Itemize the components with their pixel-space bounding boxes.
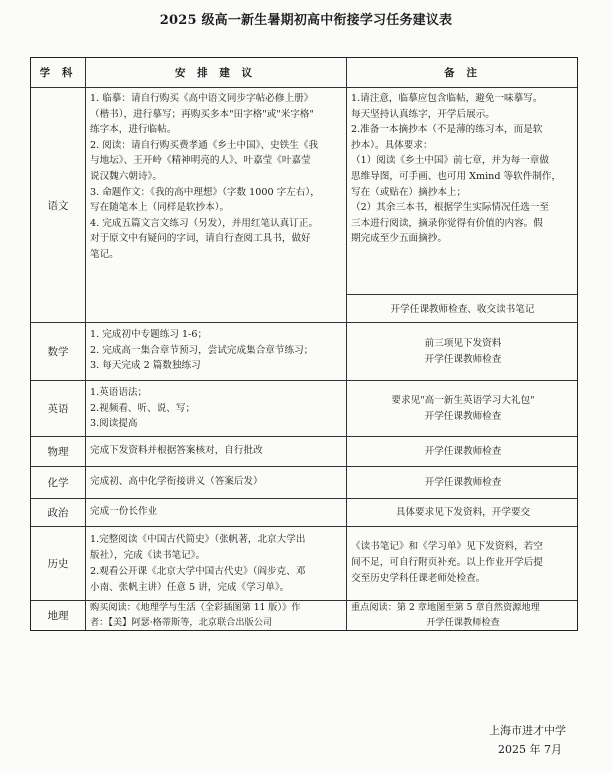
document-title: 2025 级高一新生暑期初高中衔接学习任务建议表 [159, 13, 453, 28]
remark-line: 重点阅读：第 2 章地图至第 5 章自然资源地理 [351, 602, 540, 613]
remarks-physics [346, 437, 579, 466]
arrangement-line: 版社），完成《读书笔记》。 [90, 550, 206, 561]
arrangement-line: （楷书），进行摹写；再购买多本"田字格"或"米字格" [90, 108, 314, 120]
remarks-geography [346, 601, 579, 630]
footer-school: 上海市进才中学 [489, 724, 566, 737]
footer-date: 2025 年 7月 [498, 743, 562, 756]
arrangement-line: 与地坛》、王开岭《精神明亮的人》、叶嘉莹《叶嘉莹 [90, 155, 311, 167]
remark-line: 要求见"高一新生英语学习大礼包" [391, 395, 535, 407]
arrangement-chemistry [85, 467, 346, 498]
arrangement-math [85, 323, 346, 380]
arrangement-line: 者：【美】阿瑟·格蒂斯等，北京联合出版公司 [90, 616, 273, 628]
table-row-geography [31, 600, 577, 630]
remark-line: 开学任课教师检查 [424, 411, 502, 422]
subject-politics: 政治 [47, 507, 69, 519]
subject-english: 英语 [47, 403, 69, 415]
arrangement-line: 说汉魏六朝诗》。 [90, 170, 162, 182]
arrangement-line: 完成下发资料并根据答案核对，自行批改 [90, 444, 263, 456]
remark-line: 开学任课教师检查 [424, 477, 502, 489]
arrangement-line: 写在随笔本上（同样是软抄本）。 [90, 202, 230, 214]
remark-line: 开学任课教师检查 [424, 446, 502, 458]
arrangement-line: 2.观看公开课《北京大学中国古代史》（阎步克、邓 [90, 566, 306, 577]
remark-line: 思维导图，可手画、也可用 Xmind 等软件制作， [351, 170, 562, 182]
arrangement-line: 购买阅读：《地理学与生活（全彩插图第 11 版）》作 [90, 602, 301, 613]
remarks-politics [346, 499, 579, 526]
remark-line: 间不足，可自行附页补充。以上作业开学后提 [351, 557, 543, 568]
remark-line: 开学任课教师检查 [424, 354, 502, 365]
arrangement-line: 1.完整阅读《中国古代简史》（张帆著，北京大学出 [90, 534, 306, 545]
column-divider [346, 58, 347, 630]
header-remarks: 备 注 [444, 67, 481, 79]
remarks-history [346, 527, 579, 600]
arrangement-line: 3. 命题作文：《我的高中理想》（字数 1000 字左右）， [90, 186, 320, 198]
table-row-english [31, 380, 577, 436]
remark-line: 开学任课教师检查 [426, 616, 500, 628]
arrangement-line: 3.阅读提高 [90, 418, 138, 430]
arrangement-history [85, 527, 346, 600]
arrangement-politics [85, 499, 346, 526]
subject-physics: 物理 [47, 446, 69, 458]
arrangement-line: 3. 每天完成 2 篇数独练习 [90, 360, 201, 372]
arrangement-chinese [85, 88, 346, 322]
arrangement-line: 1. 临摹：请自行购买《高中语文同步字帖必修上册》 [90, 93, 314, 104]
remark-line: 2.准备一本摘抄本（不是薄的练习本，而是软 [351, 124, 543, 136]
table-row-physics [31, 436, 577, 466]
remark-line: 每天坚持认真练字，开学后展示。 [351, 108, 495, 120]
remarks-chinese [346, 88, 579, 322]
arrangement-line: 完成初、高中化学衔接讲义（答案后发） [90, 475, 263, 487]
header-arrangement: 安 排 建 议 [175, 67, 256, 79]
column-divider [85, 58, 86, 630]
remark-line: （2）其余三本书，根据学生实际情况任选一至 [351, 202, 549, 214]
arrangement-line: 2.视频看、听、说、写； [90, 402, 196, 414]
arrangement-line: 对于原文中有疑问的字词，请自行查阅工具书，做好 [90, 233, 311, 245]
table-row-math [31, 322, 577, 380]
remarks-chemistry [346, 467, 579, 498]
remark-line: 抄本）。具体要求： [351, 139, 433, 151]
subject-history: 历史 [47, 558, 69, 570]
remarks-math [346, 323, 579, 380]
arrangement-geography [85, 601, 346, 630]
subject-chemistry: 化学 [47, 477, 69, 489]
subject-math: 数学 [47, 346, 69, 358]
arrangement-line: 1. 完成初中专题练习 1-6； [90, 329, 208, 340]
header-subject: 学 科 [39, 67, 77, 79]
remark-line: 写在（或贴在）摘抄本上； [351, 186, 467, 198]
remark-line: （1）阅读《乡土中国》前七章，并为每一章做 [351, 155, 549, 167]
subject-chinese: 语文 [47, 199, 69, 212]
arrangement-line: 练字本，进行临帖。 [90, 124, 177, 136]
remark-line: 期完成至少五面摘抄。 [351, 233, 447, 245]
arrangement-line: 完成一份长作业 [90, 505, 158, 517]
task-table [30, 57, 578, 631]
arrangement-line: 小南、张帆主讲）任意 5 讲，完成《学习单》。 [90, 582, 290, 593]
remark-line: 三本进行阅读，摘录你觉得有价值的内容。假 [351, 217, 543, 229]
remark-line: 1.请注意，临摹应包含临帖，避免一味摹写。 [351, 93, 543, 104]
arrangement-physics [85, 437, 346, 466]
arrangement-line: 1.英语语法； [90, 387, 148, 398]
arrangement-line: 4. 完成五篇文言文练习（另发），并用红笔认真订正。 [90, 217, 319, 229]
remarks-english [346, 381, 579, 436]
table-row-chinese [31, 87, 577, 322]
remarks-footer-chinese: 开学任课教师检查、收交读书笔记 [390, 304, 535, 315]
subject-geography: 地理 [47, 610, 69, 622]
remark-line: 具体要求见下发资料，开学要交 [395, 507, 531, 519]
remark-line: 前三项见下发资料 [424, 338, 502, 350]
table-row-politics [31, 498, 577, 526]
remark-line: 《读书笔记》和《学习单》见下发资料，若空 [351, 541, 543, 552]
arrangement-line: 笔记。 [90, 248, 119, 260]
arrangement-line: 2. 阅读：请自行购买费孝通《乡土中国》、史铁生《我 [90, 139, 319, 151]
arrangement-english [85, 381, 346, 436]
table-header-row [31, 58, 577, 87]
arrangement-line: 2. 完成高一集合章节预习，尝试完成集合章节练习； [90, 344, 314, 356]
table-row-chemistry [31, 466, 577, 498]
table-row-history [31, 526, 577, 600]
remark-line: 交至历史学科任课老师处检查。 [351, 573, 486, 584]
